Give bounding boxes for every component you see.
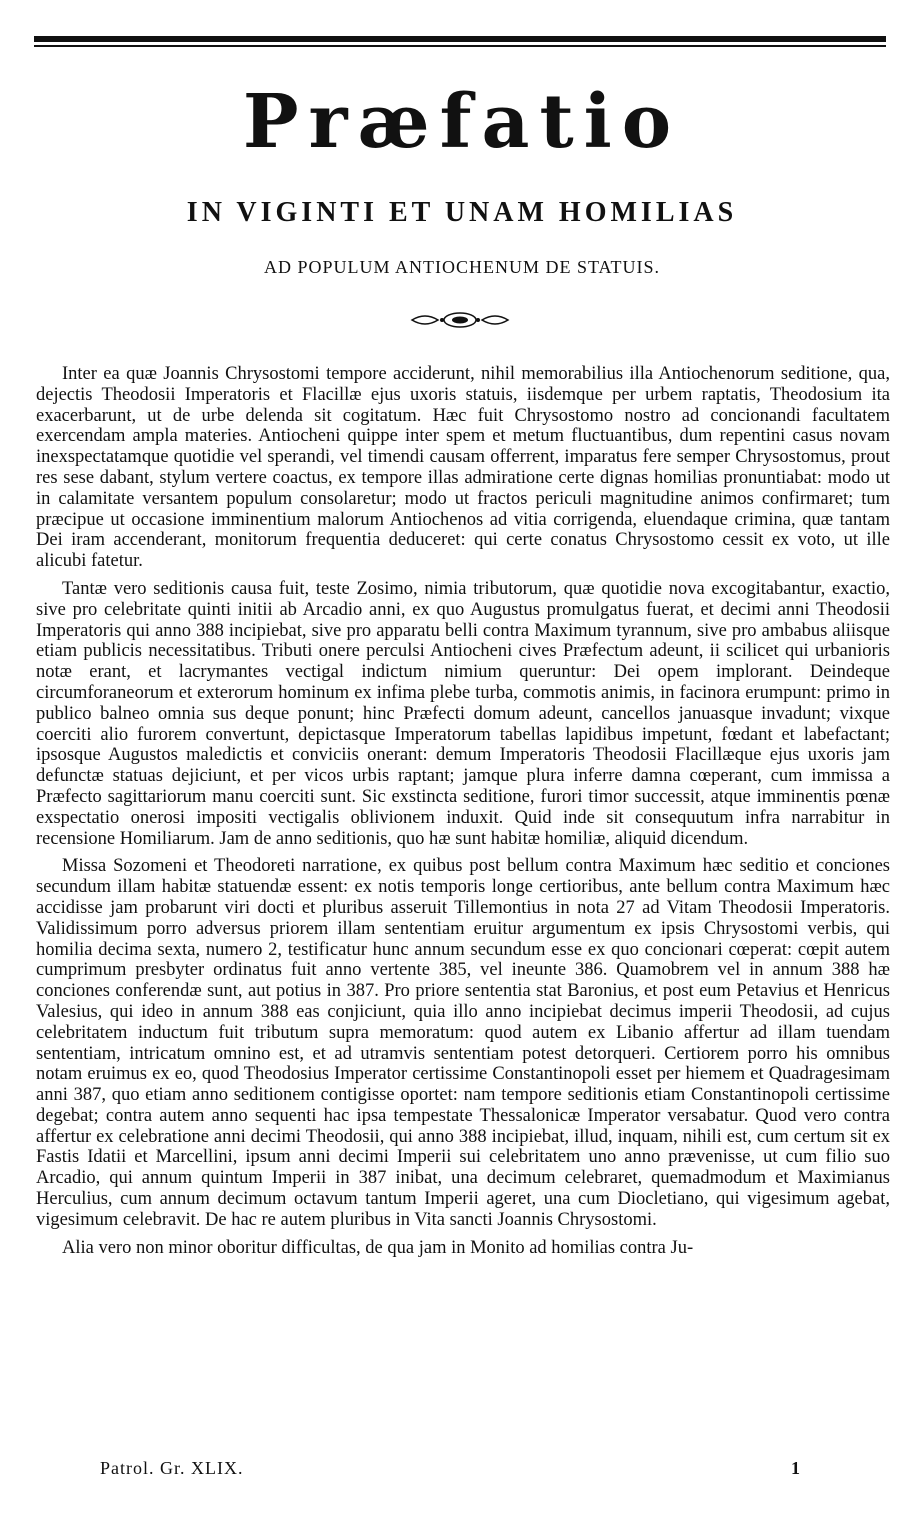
paragraph: Missa Sozomeni et Theodoreti narratione, ex quibus post bellum contra Maximum hæc seditio et conciones secundum illam habitæ statuendæ essent: ex notis temporis longe certioribus, ante bellum contra Maximum hæc accidisse jam probarunt viri docti et pluribus asseruit Tillemontius in nota 27 ad Vitam Theodosii Imperatoris. Validissimum porro adversus priorem illam sententiam eruitur argumentum ex ipsis Chrysostomi verbis, qui homilia decima sexta, numero 2, testificatur hunc annum secundum esse ex quo concionari cœperat: cœpit autem cumprimum presbyter ordinatus fuit anno vertente 385, vel ineunte 386. Quamobrem vel in annum 388 hæ conciones conferendæ sunt, aut potius in 387. Pro priore sententia stat Baronius, et post eum Petavius et Henricus Valesius, qui ideo in annum 388 eas conjiciunt, quia illo anno incipiebat decimus imperii Theodosii, ad cujus celebritatem inductum fuit tributum supra memoratum: quod autem ex Libanio affertur ad illam tuendam sententiam, intricatum omnino est, et ad utramvis sententiam potest detorqueri. Certiorem porro his omnibus notam eruimus ex eo, quod Theodosius Imperator certissime Constantinopoli esset per hiemem et Quadragesimam anni 387, quo etiam anno seditionem contigisse oportet: nam tempore seditionis etiam Constantinopoli certissime degebat; contra autem anno sequenti hac ipsa tempestate Thessalonicæ Imperator versabatur. Quod vero contra affertur ex celebratione anni decimi Theodosii, qui anno 388 incipiebat, illud, inquam, nihili est, cum certum sit ex Fastis Idatii et Marcellini, ipsum anni decimi Imperii sui celebritatem uno anno prævenisse, ut cum filio suo Arcadio, qui annum quintum Imperii in 387 inibat, una decimum celebraret, quemadmodum et Maximianus Herculius, cum annum decimum octavum tantum Imperii ageret, una cum Diocletiano, qui vigesimum agebat, vigesimum celebravit. De hac re autem pluribus in Vita sancti Joannis Chrysostomi. — [36, 856, 890, 1230]
paragraph: Inter ea quæ Joannis Chrysostomi tempore acciderunt, nihil memorabilius illa Antiochenorum seditione, qua, dejectis Theodosii Imperatoris et Flacillæ ejus uxoris statuis, iisdemque per urbem raptatis, Theodosium ita exacerbarunt, ut de urbe delenda sit cogitatum. Hæc fuit Chrysostomo nostro ad concionandi facultatem exercendam ampla materies. Antiocheni quippe inter spem et metum fluctuantibus, dum repentini casus novam inexspectatamque quotidie vel sperandi, vel timendi causam offerrent, imparatus fere semper Chrysostomus, prout res sese dabant, stylum vertere coactus, ex tempore illas admiratione certe dignas homilias pronuntiabat: modo ut in calamitate versantem populum consolaretur; modo ut fractos periculi magnitudine animos confirmaret; tum præcipue ut occasione imminentium malorum Antiochenos ad vitia corrigenda, eluendaque crimina, quæ tantam Dei iram accenderant, monitorum frequentia deduceret: qui certe conatus Chrysostomo cessit ex voto, ut ille alicubi fatetur. — [36, 364, 890, 572]
page-footer — [100, 1458, 800, 1482]
body-text — [36, 364, 890, 1265]
top-rule-thin — [34, 45, 886, 47]
paragraph: Alia vero non minor oboritur difficultas, de qua jam in Monito ad homilias contra Ju- — [62, 1237, 694, 1258]
paragraph: Tantæ vero seditionis causa fuit, teste Zosimo, nimia tributorum, quæ quotidie nova excogitabantur, exactio, sive pro celebritate quinti initii ab Arcadio anni, ex quo Augustus promulgatus fuerat, et decimi anni Theodosii Imperatoris qui anno 388 incipiebat, sive pro apparatu belli contra Maximum tyrannum, sive pro ambabus aliisque etiam publicis necessitatibus. Tributi onere perculsi Antiocheni cives Præfectum adeunt, ii scilicet qui urbanioris notæ erant, et lacrymantes vectigal indictum nimium queruntur: Dei opem implorant. Deindeque circumforaneorum et exterorum hominum ex infima plebe turba, commotis animis, in facinora erumpunt: primo in publico balneo omnia sus deque ponunt; hinc Præfecti domum adeunt, cancellos januasque invadunt; vixque coerciti alio furorem convertunt, depictasque Imperatorum tabellas lapidibus impetunt, fœdant et labefactant; ipsosque Augustos maledictis et conviciis onerant: demum Imperatoris Theodosii Flacillæque ejus uxoris jam defunctæ statuas dejiciunt, et per vicos urbis raptant; jamque plura inferre damna cœperant, cum immissa a Præfecto sagittariorum manu coerciti sunt. Sic exstincta seditione, furori timor successit, atque imminentis pœnæ exspectatio onerosi impositi vectigalis oblivionem induxit. Quid inde sit consequutum infra narrabitur in recensione Homiliarum. Jam de anno seditionis, quo hæ sunt habitæ homiliæ, aliquid dicendum. — [36, 578, 890, 849]
page-number: 1 — [791, 1458, 800, 1478]
ornament-icon — [410, 310, 510, 330]
page-subtitle-secondary: AD POPULUM ANTIOCHENUM DE STATUIS. — [263, 257, 661, 277]
footer-signature: Patrol. Gr. XLIX. — [100, 1458, 244, 1478]
page-subtitle: IN VIGINTI ET UNAM HOMILIAS — [186, 197, 738, 228]
page-title: Præfatio — [242, 79, 682, 165]
top-rule-thick — [34, 36, 886, 42]
top-rule — [34, 36, 886, 48]
